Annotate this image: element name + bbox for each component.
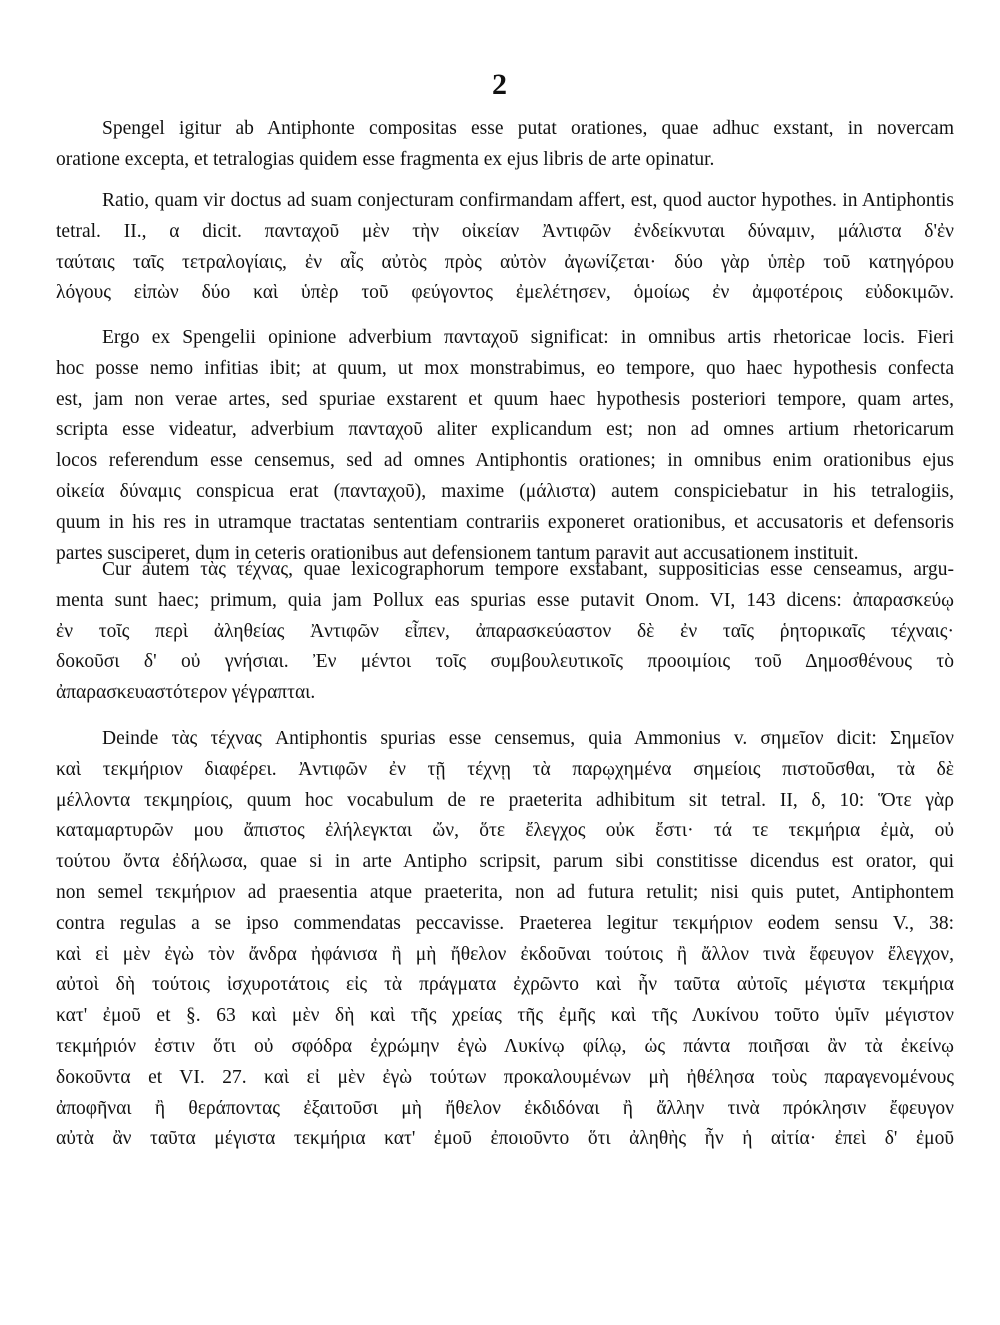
text-line: Deinde τὰς τέχνας Antiphontis spurias esse censemus, quia Ammonius v. σημεῖον dicit: Σημεῖον <box>102 728 954 749</box>
text-line: ταύταις ταῖς τετραλογίαις, ἐν αἷς αὐτὸς πρὸς αὐτὸν ἀγωνίζεται· δύο γὰρ ὑπὲρ τοῦ κατηγόρου <box>56 251 954 273</box>
text-line: menta sunt haec; primum, quia jam Pollux eas spurias esse putavit Onom. VI, 143 dicens: ἀπαρασκεύῳ <box>56 589 954 611</box>
paragraph-2 <box>56 186 954 309</box>
text-line: tetral. II., α dicit. πανταχοῦ μὲν τὴν οἰκείαν Ἀντιφῶν ἐνδείκνυται δύναμιν, μάλιστα δ'ἐν <box>56 220 954 242</box>
text-line: δοκοῦντα et VI. 27. καὶ εἰ μὲν ἐγὼ τούτων προκαλουμένων μὴ ἠθέλησα τοὺς παραγενομένους <box>56 1066 954 1088</box>
paragraph-3 <box>56 323 954 569</box>
paragraph-1 <box>56 114 954 176</box>
text-line: τούτου ὄντα ἐδήλωσα, quae si in arte Antipho scripsit, parum sibi constitisse dicendus est orator, qui <box>56 851 954 873</box>
text-line: partes susciperet, dum in ceteris orationibus aut defensionem tantum paravit aut accusationem instituit. <box>56 542 859 564</box>
text-line: καταμαρτυρῶν μου ἄπιστος ἐλήλεγκται ὤν, ὅτε ἔλεγχος οὐκ ἔστι· τά τε τεκμήρια ἐμὰ, οὐ <box>56 820 954 842</box>
text-line: Ratio, quam vir doctus ad suam conjecturam confirmandam affert, est, quod auctor hypothes. in Antiphontis <box>102 190 954 211</box>
text-line: λόγους εἰπὼν δύο καὶ ὑπὲρ τοῦ φεύγοντος ἐμελέτησεν, ὁμοίως ἐν ἀμφοτέροις εὐδοκιμῶν. <box>56 282 954 304</box>
text-line: καὶ εἰ μὲν ἐγὼ τὸν ἄνδρα ἠφάνισα ἢ μὴ ἤθελον ἐκδοῦναι τούτοις ἢ ἄλλον τινὰ ἔφευγον ἔλεγχον, <box>56 943 954 965</box>
paragraph-4 <box>56 555 954 709</box>
paragraph-5 <box>56 724 954 1155</box>
text-line: ἐν τοῖς περὶ ἀληθείας Ἀντιφῶν εἶπεν, ἀπαρασκεύαστον δὲ ἐν ταῖς ῥητορικαῖς τέχναις· <box>56 620 954 642</box>
text-line: contra regulas a se ipso commendatas peccavisse. Praeterea legitur τεκμήριον eodem sensu V., 38: <box>56 912 954 934</box>
text-line: locos referendum esse censemus, sed ad omnes Antiphontis orationes; in omnibus enim orationibus ejus <box>56 450 954 472</box>
text-line: καὶ τεκμήριον διαφέρει. Ἀντιφῶν ἐν τῇ τέχνῃ τὰ παρῳχημένα σημείοις πιστοῦσθαι, τὰ δὲ <box>56 758 954 780</box>
text-line: non semel τεκμήριον ad praesentia atque praeterita, non ad futura retulit; nisi quis putet, Antiphontem <box>56 881 954 903</box>
text-line: ἀποφῆναι ἢ θεράποντας ἐξαιτοῦσι μὴ ἤθελον ἐκδιδόναι ἢ ἄλλην τινὰ πρόκλησιν ἔφευγον <box>56 1097 954 1119</box>
text-line: αὐτὰ ἂν ταῦτα μέγιστα τεκμήρια κατ' ἐμοῦ ἐποιοῦντο ὅτι ἀληθὴς ἦν ἡ αἰτία· ἐπεὶ δ' ἐμοῦ <box>56 1128 954 1150</box>
text-line: Spengel igitur ab Antiphonte compositas esse putat orationes, quae adhuc exstant, in novercam <box>102 118 954 139</box>
text-line: oratione excepta, et tetralogias quidem esse fragmenta ex ejus libris de arte opinatur. <box>56 148 715 170</box>
text-line: οἰκεία δύναμις conspicua erat (πανταχοῦ), maxime (μάλιστα) autem conspiciebatur in his tetralogiis, <box>56 480 954 502</box>
text-line: μέλλοντα τεκμηρίοις, quum hoc vocabulum de re praeterita adhibitum sit tetral. II, δ, 10: Ὅτε γὰρ <box>56 789 954 811</box>
text-line: κατ' ἐμοῦ et §. 63 καὶ μὲν δὴ καὶ τῆς χρείας τῆς ἐμῆς καὶ τῆς Λυκίνου τοῦτο ὑμῖν μέγιστον <box>56 1005 954 1027</box>
text-line: δοκοῦσι δ' οὐ γνήσιαι. Ἐν μέντοι τοῖς συμβουλευτικοῖς προοιμίοις τοῦ Δημοσθένους τὸ <box>56 651 954 673</box>
text-line: quum in his res in utramque tractatas sententiam contrariis exponeret orationibus, et accusatoris et defensoris <box>56 511 954 533</box>
text-line: τεκμήριόν ἐστιν ὅτι οὐ σφόδρα ἐχρώμην ἐγὼ Λυκίνῳ φίλῳ, ὡς πάντα ποιῆσαι ἂν τὰ ἐκείνῳ <box>56 1035 954 1057</box>
text-line: Cur autem τὰς τέχνας, quae lexicographorum tempore exstabant, suppositicias esse censeamus, argu- <box>102 559 954 580</box>
text-line: scripta esse videatur, adverbium πανταχοῦ aliter explicandum est; non ad omnes artium rhetoricarum <box>56 419 954 441</box>
text-line: ἀπαρασκευαστότερον γέγραπται. <box>56 682 316 704</box>
text-line: est, jam non verae artes, sed spuriae exstarent et quum haec hypothesis posteriori tempore, quam artes, <box>56 388 954 410</box>
text-line: αὐτοὶ δὴ τούτοις ἰσχυροτάτοις εἰς τὰ πράγματα ἐχρῶντο καὶ ἦν ταῦτα αὐτοῖς μέγιστα τεκμήρια <box>56 974 954 996</box>
text-line: hoc posse nemo infitias ibit; at quum, ut mox monstrabimus, eo tempore, quo haec hypothesis confecta <box>56 357 954 379</box>
text-line: Ergo ex Spengelii opinione adverbium πανταχοῦ significat: in omnibus artis rhetoricae locis. Fieri <box>102 327 954 348</box>
page-number: 2 <box>492 68 508 101</box>
